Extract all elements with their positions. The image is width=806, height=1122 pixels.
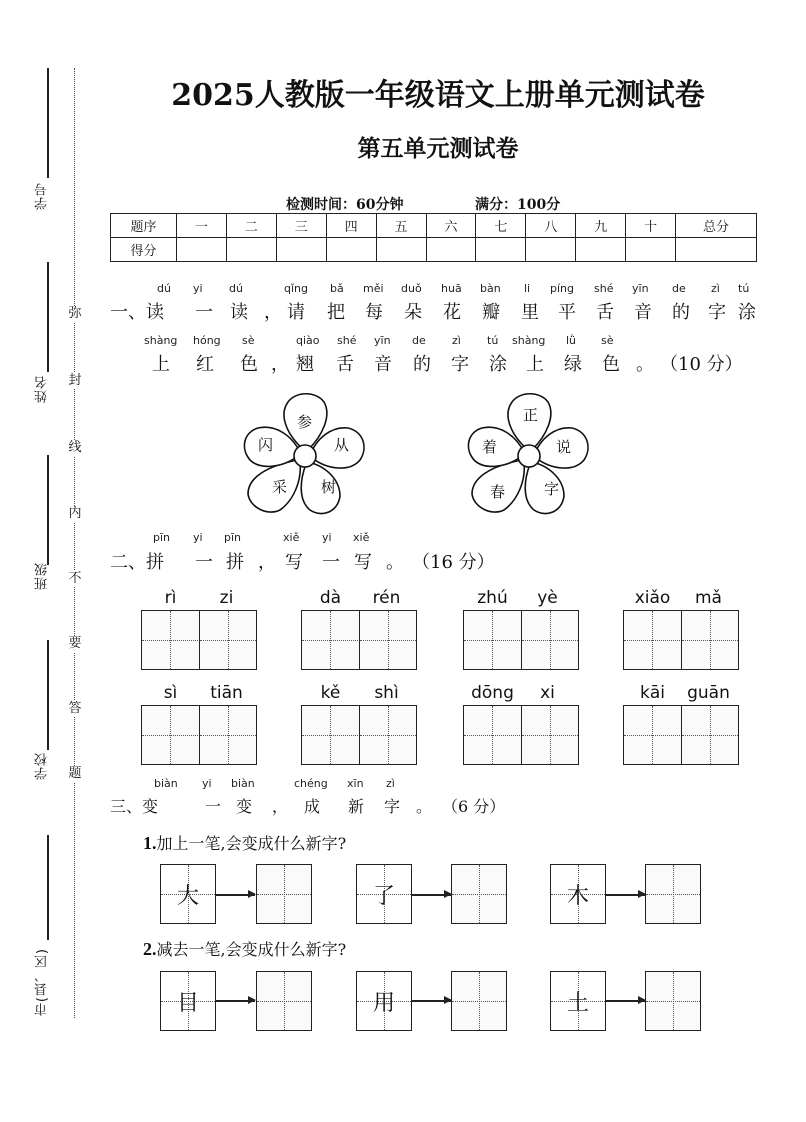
pinyin: huā <box>441 282 462 295</box>
score-cell[interactable] <box>626 238 676 262</box>
hanzi: 上 <box>152 354 170 375</box>
pinyin: zì <box>386 777 395 790</box>
writing-grid[interactable] <box>623 610 739 670</box>
pinyin: pīn <box>153 531 171 544</box>
pinyin: yīn <box>632 282 649 295</box>
header-cell: 九 <box>576 214 626 238</box>
arrow-right-icon <box>215 894 255 896</box>
petal-char[interactable]: 正 <box>523 406 539 424</box>
page-title: 2025人教版一年级语文上册单元测试卷 <box>171 78 705 113</box>
hanzi: 读 <box>230 302 248 323</box>
arrow-right-icon <box>215 1000 255 1002</box>
field-label-student-id: 学号 <box>35 182 50 210</box>
pinyin: měi <box>363 282 384 295</box>
source-char: 用 <box>372 991 395 1016</box>
field-label-school: 学校 <box>35 752 50 780</box>
pinyin: yi <box>193 282 203 295</box>
field-line-student-id <box>47 68 49 178</box>
hanzi: ， <box>258 552 276 573</box>
source-char-box <box>550 864 606 924</box>
source-char: 木 <box>566 884 589 909</box>
score-cell[interactable] <box>276 238 326 262</box>
pinyin: de <box>412 334 426 347</box>
field-line-class <box>47 455 49 565</box>
pinyin: yi <box>322 531 332 544</box>
pinyin: xiě <box>353 531 370 544</box>
writing-grid[interactable] <box>141 705 257 765</box>
pinyin: hóng <box>193 334 221 347</box>
pinyin: dú <box>229 282 243 295</box>
pinyin: zì <box>452 334 461 347</box>
score-cell[interactable] <box>576 238 626 262</box>
score-cell-total[interactable] <box>676 238 757 262</box>
writing-grid[interactable] <box>623 705 739 765</box>
score-table <box>110 213 757 262</box>
source-char-box <box>160 971 216 1031</box>
word-pinyin: kāi <box>640 683 665 703</box>
header-cell: 一 <box>176 214 226 238</box>
word-pinyin: tiān <box>210 683 243 703</box>
arrow-right-icon <box>411 1000 451 1002</box>
hanzi: 一 <box>205 797 222 816</box>
source-char-box <box>356 864 412 924</box>
hanzi: 每 <box>365 302 383 323</box>
pinyin: chéng <box>294 777 328 790</box>
field-line-city <box>47 835 49 940</box>
pinyin: qǐng <box>284 282 308 295</box>
hanzi: 。 <box>636 354 654 375</box>
word-pinyin: sì <box>163 683 178 703</box>
hanzi: 拼 <box>226 552 244 573</box>
word-pinyin: yè <box>537 588 558 608</box>
petal-char[interactable]: 字 <box>544 480 560 498</box>
writing-grid[interactable] <box>301 610 417 670</box>
pinyin: bǎ <box>330 282 344 295</box>
word-pinyin: shì <box>374 683 399 703</box>
score-cell[interactable] <box>176 238 226 262</box>
word-pinyin: xiǎo <box>634 588 671 608</box>
pinyin: xiě <box>283 531 300 544</box>
writing-grid[interactable] <box>301 705 417 765</box>
hanzi: 音 <box>374 354 392 375</box>
hanzi: ， <box>271 354 289 375</box>
exam-time: 检测时间：60分钟 <box>286 197 404 213</box>
question-number-text: 二、拼 <box>110 552 164 573</box>
word-pinyin: zhú <box>477 588 508 608</box>
pinyin: lǜ <box>566 334 577 347</box>
score-row-label: 得分 <box>111 238 177 262</box>
hanzi: 音 <box>634 302 652 323</box>
seal-char: 封 <box>68 373 82 388</box>
answer-box[interactable] <box>645 864 701 924</box>
seal-char: 要 <box>68 636 82 651</box>
points: （10 分） <box>660 354 743 375</box>
arrow-right-icon <box>605 894 645 896</box>
seal-char: 线 <box>68 440 82 455</box>
header-cell: 总分 <box>676 214 757 238</box>
pinyin: shàng <box>512 334 546 347</box>
pinyin: yīn <box>374 334 391 347</box>
word-pinyin: xi <box>540 683 555 703</box>
petal-char[interactable]: 参 <box>297 413 313 431</box>
hanzi: 舌 <box>596 302 614 323</box>
header-cell: 十 <box>626 214 676 238</box>
source-char-box <box>160 864 216 924</box>
hanzi: 变 <box>236 797 253 816</box>
q3-part1-prompt <box>143 831 346 854</box>
seal-char: 弥 <box>68 306 82 321</box>
answer-box[interactable] <box>451 971 507 1031</box>
hanzi: 上 <box>526 354 544 375</box>
hanzi: ， <box>272 797 289 816</box>
pinyin: de <box>672 282 686 295</box>
points: （16 分） <box>412 552 495 573</box>
hanzi: 写 <box>285 552 303 573</box>
word-pinyin: mǎ <box>695 588 722 608</box>
answer-box[interactable] <box>256 971 312 1031</box>
pinyin: li <box>524 282 531 295</box>
sub-question-number: 1. <box>143 833 157 853</box>
hanzi: 朵 <box>404 302 422 323</box>
answer-box[interactable] <box>451 864 507 924</box>
source-char: 大 <box>176 884 199 909</box>
hanzi: 瓣 <box>482 302 500 323</box>
seal-char: 题 <box>68 766 82 781</box>
pinyin: xīn <box>347 777 364 790</box>
pinyin: shé <box>337 334 357 347</box>
source-char: 土 <box>566 991 589 1016</box>
answer-box[interactable] <box>645 971 701 1031</box>
hanzi: 涂 <box>489 354 507 375</box>
writing-grid[interactable] <box>141 610 257 670</box>
petal-char[interactable]: 从 <box>334 436 350 454</box>
pinyin: biàn <box>154 777 178 790</box>
hanzi: 写 <box>354 552 372 573</box>
pinyin: tú <box>487 334 499 347</box>
q3-part2-prompt <box>143 937 346 960</box>
pinyin: shàng <box>144 334 178 347</box>
pinyin: qiào <box>296 334 320 347</box>
header-cell: 四 <box>326 214 376 238</box>
petal-char[interactable]: 着 <box>482 438 498 456</box>
field-label-name: 姓名 <box>35 375 50 403</box>
source-char: 目 <box>176 991 199 1016</box>
hanzi: 翘 <box>296 354 314 375</box>
header-cell: 三 <box>276 214 326 238</box>
arrow-right-icon <box>605 1000 645 1002</box>
hanzi: 一 <box>195 302 213 323</box>
pinyin: sè <box>601 334 614 347</box>
score-cell[interactable] <box>226 238 276 262</box>
seal-char: 内 <box>68 506 82 521</box>
score-cell[interactable] <box>476 238 526 262</box>
word-pinyin: zi <box>219 588 234 608</box>
hanzi: 色 <box>240 354 258 375</box>
field-line-name <box>47 262 49 372</box>
seal-char: 不 <box>68 571 82 586</box>
word-pinyin: guān <box>687 683 730 703</box>
score-table-score-row <box>111 238 757 262</box>
hanzi: 的 <box>413 354 431 375</box>
pinyin: sè <box>242 334 255 347</box>
hanzi: 字 <box>451 354 469 375</box>
pinyin: duǒ <box>401 282 422 295</box>
word-pinyin: rén <box>372 588 401 608</box>
full-score: 满分：100分 <box>475 197 561 213</box>
word-pinyin: kě <box>320 683 341 703</box>
pinyin: biàn <box>231 777 255 790</box>
hanzi: 请 <box>287 302 305 323</box>
score-cell[interactable] <box>526 238 576 262</box>
hanzi: 一 <box>322 552 340 573</box>
arrow-right-icon <box>411 894 451 896</box>
pinyin: pīn <box>224 531 242 544</box>
hanzi: 字 <box>384 797 401 816</box>
word-pinyin: dōng <box>471 683 514 703</box>
hanzi: 绿 <box>564 354 582 375</box>
hanzi: 红 <box>196 354 214 375</box>
sub-question-text: 减去一笔,会变成什么新字? <box>156 940 347 959</box>
flower-2 <box>460 386 600 520</box>
pinyin: yi <box>202 777 212 790</box>
hanzi: 。 <box>386 552 404 573</box>
header-cell: 七 <box>476 214 526 238</box>
word-pinyin: dà <box>319 588 342 608</box>
header-cell: 八 <box>526 214 576 238</box>
hanzi: 成 <box>304 797 321 816</box>
header-cell: 六 <box>426 214 476 238</box>
writing-grid[interactable] <box>463 705 579 765</box>
flower-outline-icon <box>236 386 376 520</box>
field-label-city: 市(县、区) <box>35 948 50 1017</box>
hanzi: 里 <box>521 302 539 323</box>
hanzi: 涂 <box>738 302 756 323</box>
petal-char[interactable]: 说 <box>556 438 572 456</box>
pinyin: shé <box>594 282 614 295</box>
pinyin: dú <box>157 282 171 295</box>
petal-char[interactable]: 闪 <box>258 436 274 454</box>
score-cell[interactable] <box>326 238 376 262</box>
hanzi: ， <box>264 302 282 323</box>
question-number-text: 三、变 <box>110 797 159 816</box>
header-cell: 五 <box>376 214 426 238</box>
flower-1 <box>236 386 376 520</box>
pinyin: zì <box>711 282 720 295</box>
petal-char[interactable]: 采 <box>272 478 288 496</box>
score-table-header-row <box>111 214 757 238</box>
hanzi: 色 <box>602 354 620 375</box>
hanzi: 平 <box>558 302 576 323</box>
sub-question-text: 加上一笔,会变成什么新字? <box>156 834 347 853</box>
header-cell: 题序 <box>111 214 177 238</box>
score-cell[interactable] <box>376 238 426 262</box>
seal-line <box>74 68 75 1018</box>
source-char: 了 <box>372 884 395 909</box>
hanzi: 把 <box>327 302 345 323</box>
hanzi: 舌 <box>336 354 354 375</box>
hanzi: 一 <box>195 552 213 573</box>
petal-char[interactable]: 春 <box>490 483 506 501</box>
petal-char[interactable]: 树 <box>321 478 337 496</box>
pinyin: yi <box>193 531 203 544</box>
page-subtitle: 第五单元测试卷 <box>357 135 519 162</box>
header-cell: 二 <box>226 214 276 238</box>
points: （6 分） <box>442 797 506 816</box>
hanzi: 的 <box>672 302 690 323</box>
hanzi: 字 <box>708 302 726 323</box>
pinyin: píng <box>550 282 574 295</box>
score-cell[interactable] <box>426 238 476 262</box>
writing-grid[interactable] <box>463 610 579 670</box>
sub-question-number: 2. <box>143 939 157 959</box>
field-line-school <box>47 640 49 750</box>
answer-box[interactable] <box>256 864 312 924</box>
question-number-text: 一、读 <box>110 302 164 323</box>
hanzi: 。 <box>416 797 433 816</box>
source-char-box <box>356 971 412 1031</box>
pinyin: tú <box>738 282 750 295</box>
source-char-box <box>550 971 606 1031</box>
word-pinyin: rì <box>164 588 177 608</box>
seal-char: 答 <box>68 701 82 716</box>
hanzi: 新 <box>348 797 365 816</box>
pinyin: bàn <box>480 282 501 295</box>
hanzi: 花 <box>443 302 461 323</box>
field-label-class: 班级 <box>35 562 50 590</box>
